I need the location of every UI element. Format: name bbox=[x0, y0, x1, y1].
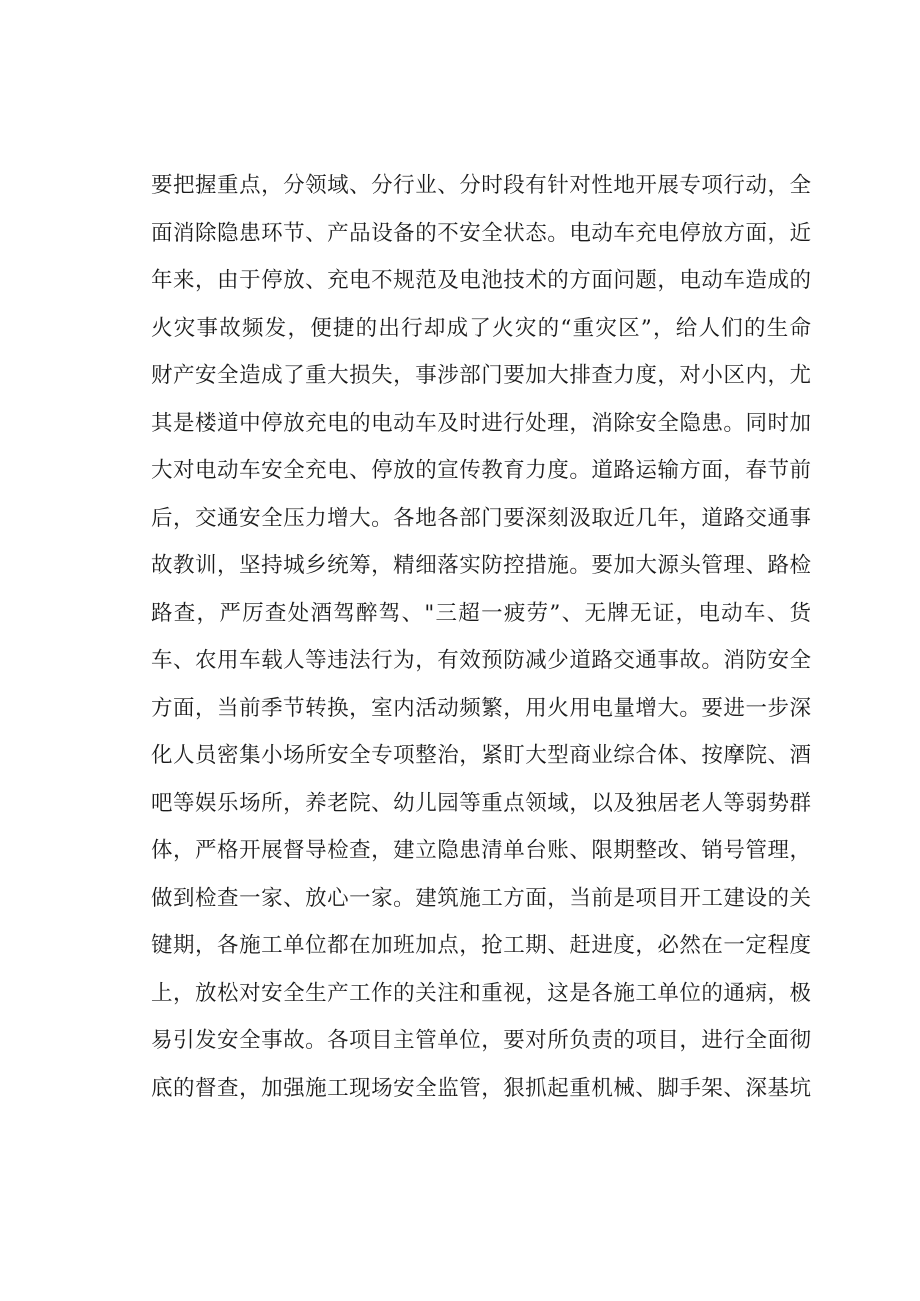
text-line: 要把握重点，分领域、分行业、分时段有针对性地开展专项行动，全 bbox=[151, 173, 811, 198]
text-line: 财产安全造成了重大损失，事涉部门要加大排查力度，对小区内，尤 bbox=[151, 363, 811, 388]
text-line: 键期，各施工单位都在加班加点，抢工期、赶进度，必然在一定程度 bbox=[151, 933, 811, 958]
text-line: 易引发安全事故。各项目主管单位，要对所负责的项目，进行全面彻 bbox=[151, 1028, 811, 1053]
text-line: 上，放松对安全生产工作的关注和重视，这是各施工单位的通病，极 bbox=[151, 980, 811, 1006]
text-line: 吧等娱乐场所，养老院、幼儿园等重点领域，以及独居老人等弱势群 bbox=[151, 790, 811, 816]
text-line: 底的督查，加强施工现场安全监管，狠抓起重机械、脚手架、深基坑 bbox=[151, 1075, 811, 1101]
text-line: 故教训，坚持城乡统筹，精细落实防控措施。要加大源头管理、路检 bbox=[151, 553, 811, 578]
text-line: 方面，当前季节转换，室内活动频繁，用火用电量增大。要进一步深 bbox=[151, 695, 811, 721]
text-line: 体，严格开展督导检查，建立隐患清单台账、限期整改、销号管理， bbox=[151, 838, 811, 863]
text-line: 面消除隐患环节、产品设备的不安全状态。电动车充电停放方面，近 bbox=[151, 220, 811, 246]
text-line: 化人员密集小场所安全专项整治，紧盯大型商业综合体、按摩院、酒 bbox=[151, 743, 811, 768]
text-line: 路查，严厉查处酒驾醉驾、"三超一疲劳”、无牌无证，电动车、货 bbox=[151, 600, 811, 626]
text-line: 火灾事故频发，便捷的出行却成了火灾的“重灾区”，给人们的生命 bbox=[151, 315, 811, 341]
text-line: 车、农用车载人等违法行为，有效预防减少道路交通事故。消防安全 bbox=[151, 648, 811, 673]
text-line: 其是楼道中停放充电的电动车及时进行处理，消除安全隐患。同时加 bbox=[151, 410, 811, 436]
body-paragraph bbox=[151, 162, 811, 1112]
text-line: 年来，由于停放、充电不规范及电池技术的方面问题，电动车造成的 bbox=[151, 268, 811, 293]
text-line: 做到检查一家、放心一家。建筑施工方面，当前是项目开工建设的关 bbox=[151, 885, 811, 911]
text-line: 后，交通安全压力增大。各地各部门要深刻汲取近几年，道路交通事 bbox=[151, 505, 811, 531]
text-line: 大对电动车安全充电、停放的宣传教育力度。道路运输方面，春节前 bbox=[151, 458, 811, 483]
